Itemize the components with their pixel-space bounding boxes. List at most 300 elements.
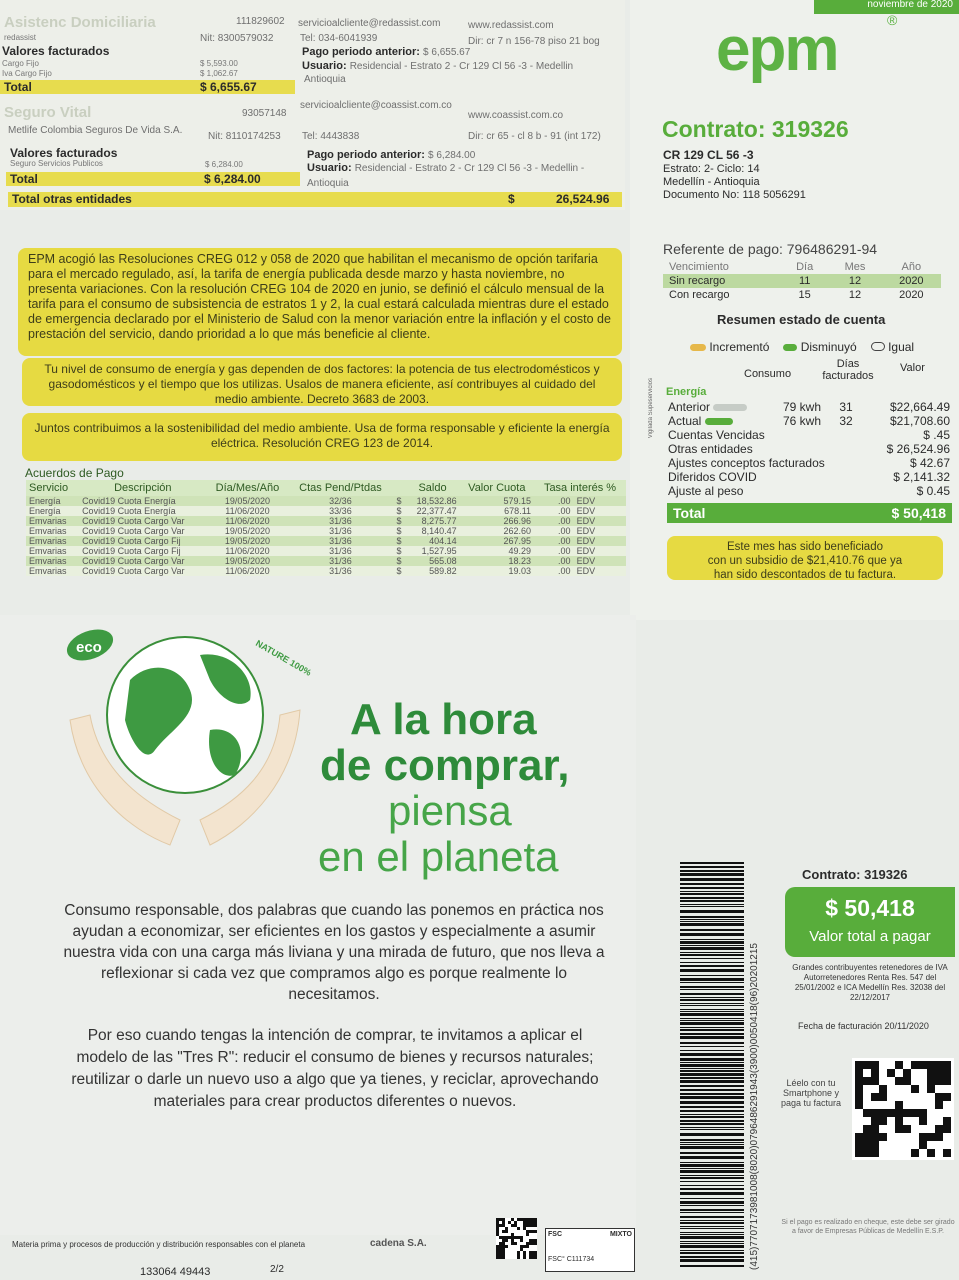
qr-module	[943, 1093, 951, 1101]
registered-mark: ®	[887, 12, 898, 28]
qr-module	[935, 1061, 943, 1069]
qr-module	[927, 1077, 935, 1085]
barcode-bar	[680, 900, 744, 902]
qr-module	[911, 1149, 919, 1157]
qr-module	[919, 1149, 927, 1157]
acuerdo-cell: 31/36	[288, 526, 392, 536]
qr-module	[879, 1117, 887, 1125]
acuerdo-row	[26, 566, 626, 576]
entity2-billed-title: Valores facturados	[10, 146, 118, 160]
barcode-bar	[680, 952, 744, 953]
qr-module	[871, 1085, 879, 1093]
qr-module	[887, 1077, 895, 1085]
barcode-bar	[680, 1245, 744, 1248]
acuerdo-cell: .00	[534, 536, 574, 546]
headline-1: A la hora	[350, 695, 537, 744]
billing-date: Fecha de facturación 20/11/2020	[798, 1021, 929, 1031]
qr-module	[935, 1125, 943, 1133]
acuerdo-cell: Emvarias	[26, 516, 79, 526]
contract-estrato: Estrato: 2- Ciclo: 14	[663, 163, 760, 175]
acuerdo-cell: Emvarias	[26, 546, 79, 556]
qr-module	[871, 1069, 879, 1077]
acuerdo-cell: 33/36	[288, 506, 392, 516]
acuerdo-cell: .00	[534, 556, 574, 566]
qr-module	[935, 1077, 943, 1085]
qr-module	[919, 1133, 927, 1141]
qr-module	[911, 1141, 919, 1149]
globe-hands-illustration	[60, 620, 320, 860]
barcode-bar	[680, 1168, 744, 1169]
barcode-bar	[680, 1226, 744, 1227]
qr-module	[903, 1085, 911, 1093]
juntos-message: Juntos contribuimos a la sostenibilidad del medio ambiente. Usa de forma responsable y eficiente la energía eléctrica. Resolución CREG 123 de 2014.	[22, 413, 622, 461]
increase-icon	[690, 344, 706, 351]
qr-module	[855, 1061, 863, 1069]
barcode-bar	[680, 958, 744, 959]
barcode-bar	[680, 978, 744, 981]
epm-logo: epm	[716, 15, 838, 84]
barcode-bar	[680, 1139, 744, 1141]
barcode-bar	[680, 999, 744, 1001]
qr-module	[903, 1061, 911, 1069]
barcode-bar	[680, 1177, 744, 1179]
barcode-bar	[680, 1050, 744, 1051]
barcode-bar	[680, 1089, 744, 1091]
qr-module	[855, 1117, 863, 1125]
qr-module	[943, 1141, 951, 1149]
entity1-user: Usuario: Residencial - Estrato 2 - Cr 129 Cl 56 -3 - Medellin	[302, 60, 574, 72]
barcode-bar	[680, 975, 744, 976]
qr-module	[911, 1069, 919, 1077]
barcode-bar	[680, 891, 744, 892]
qr-module	[879, 1077, 887, 1085]
entity2-web: www.coassist.com.co	[468, 110, 564, 121]
qr-module	[943, 1133, 951, 1141]
barcode-bar	[680, 1093, 744, 1095]
entity1-line-2-value: $ 1,062.67	[200, 69, 238, 78]
entity2-city: Antioquia	[307, 178, 349, 189]
entity2-nit: Nit: 8110174253	[208, 131, 281, 142]
payment-qr-code[interactable]	[852, 1058, 954, 1160]
acuerdo-cell: .00	[534, 546, 574, 556]
qr-module	[863, 1125, 871, 1133]
barcode-bar	[680, 1243, 744, 1244]
barcode-bar	[680, 1058, 744, 1061]
qr-module	[871, 1077, 879, 1085]
qr-module	[935, 1133, 943, 1141]
resumen-row: Actual 76 kwh 32 $21,708.60	[668, 414, 950, 428]
qr-module	[927, 1133, 935, 1141]
qr-module	[943, 1117, 951, 1125]
retention-info: Grandes contribuyentes retenedores de IVA Autorretenedores Renta Res. 547 del 25/01/2002 e ICA Medellín Res. 32038 del 22/12/2017	[792, 963, 948, 1002]
acuerdo-cell: 1,527.95	[405, 546, 459, 556]
entity1-web: www.redassist.com	[468, 20, 554, 31]
barcode-bar	[680, 1181, 744, 1182]
acuerdo-cell: EDV	[574, 566, 626, 576]
acuerdo-row	[26, 526, 626, 536]
acuerdo-row	[26, 496, 626, 506]
qr-module	[879, 1149, 887, 1157]
barcode-bar	[680, 1068, 744, 1069]
qr-module	[911, 1133, 919, 1141]
qr-module	[871, 1141, 879, 1149]
acuerdo-cell: $	[393, 516, 406, 526]
acuerdo-cell: 31/36	[288, 536, 392, 546]
barcode-bar	[680, 1144, 744, 1145]
qr-module	[855, 1141, 863, 1149]
acuerdo-cell: 19/05/2020	[207, 526, 289, 536]
entity2-code: 93057148	[242, 108, 287, 119]
qr-module	[871, 1093, 879, 1101]
acuerdo-cell: .00	[534, 566, 574, 576]
subsidy-box: Este mes has sido beneficiado con un subsidio de $21,410.76 que ya han sido descontados de tu factura.	[667, 536, 943, 580]
acuerdo-cell: $	[393, 496, 406, 506]
qr-module	[911, 1093, 919, 1101]
qr-module	[855, 1125, 863, 1133]
contract-title: Contrato: 319326	[662, 116, 849, 142]
qr-module	[895, 1061, 903, 1069]
qr-module	[855, 1101, 863, 1109]
barcode-bar	[680, 1185, 744, 1186]
qr-module	[855, 1149, 863, 1157]
entity2-line-value: $ 6,284.00	[205, 160, 243, 169]
qr-module	[863, 1061, 871, 1069]
qr-label: Léelo con tu Smartphone y paga tu factura	[780, 1078, 842, 1108]
entity2-total-bar: Total $ 6,284.00	[6, 172, 300, 186]
qr-module	[879, 1133, 887, 1141]
resumen-total: Total $ 50,418	[667, 503, 952, 523]
barcode-bar	[680, 1027, 744, 1028]
entity2-email: servicioalcliente@coassist.com.co	[300, 100, 452, 111]
barcode-bar	[680, 1142, 744, 1143]
barcode-bar	[680, 989, 744, 990]
decrease-icon	[783, 344, 797, 351]
qr-module	[895, 1069, 903, 1077]
entity2-name: Seguro Vital	[4, 104, 92, 121]
acuerdo-cell: EDV	[574, 546, 626, 556]
entity1-company: redassist	[4, 33, 37, 42]
footer-note: Materia prima y procesos de producción y distribución responsables con el planeta	[12, 1240, 306, 1249]
barcode-bar	[680, 1198, 744, 1199]
eco-badge: eco	[76, 639, 102, 656]
acuerdo-cell: 678.11	[460, 506, 534, 516]
acuerdo-cell: Covid19 Cuota Energía	[79, 496, 206, 506]
barcode-bar	[680, 933, 744, 936]
entity2-tel: Tel: 4443838	[302, 131, 360, 142]
qr-module	[943, 1069, 951, 1077]
barcode-bar	[680, 1101, 744, 1104]
barcode-bar	[680, 1192, 744, 1195]
entity2-prev-payment: Pago periodo anterior: $ 6,284.00	[307, 149, 476, 161]
small-qr-code	[496, 1218, 532, 1254]
equal-icon	[871, 342, 885, 351]
barcode-bar	[680, 1077, 744, 1079]
entity1-line-2: Iva Cargo Fijo	[2, 69, 52, 78]
qr-module	[903, 1141, 911, 1149]
qr-module	[887, 1149, 895, 1157]
right-panel	[630, 0, 959, 620]
qr-module	[887, 1085, 895, 1093]
acuerdo-row	[26, 546, 626, 556]
entity1-address: Dir: cr 7 n 156-78 piso 21 bog	[468, 36, 600, 47]
resumen-row: Cuentas Vencidas $ .45	[668, 428, 950, 442]
qr-module	[855, 1109, 863, 1117]
resumen-title: Resumen estado de cuenta	[717, 312, 886, 327]
qr-module	[879, 1069, 887, 1077]
qr-module	[863, 1109, 871, 1117]
qr-module	[911, 1109, 919, 1117]
qr-module	[863, 1117, 871, 1125]
qr-module	[903, 1109, 911, 1117]
qr-module	[919, 1085, 927, 1093]
acuerdo-cell: 19/05/2020	[207, 536, 289, 546]
barcode-bar	[680, 939, 744, 940]
entity1-tel: Tel: 034-6041939	[300, 33, 378, 44]
qr-module	[863, 1085, 871, 1093]
acuerdo-cell: EDV	[574, 536, 626, 546]
entity1-nit: Nit: 8300579032	[200, 33, 274, 44]
qr-module	[879, 1093, 887, 1101]
acuerdo-cell: 32/36	[288, 496, 392, 506]
acuerdo-cell: Emvarias	[26, 556, 79, 566]
nature-badge: NATURE 100%	[254, 638, 314, 678]
footer-numbers: 133064 49443	[140, 1266, 211, 1278]
qr-module	[927, 1101, 935, 1109]
qr-module	[927, 1069, 935, 1077]
referente-title: Referente de pago: 796486291-94	[663, 241, 878, 257]
qr-module	[895, 1117, 903, 1125]
acuerdo-cell: 266.96	[460, 516, 534, 526]
barcode-bar	[680, 1018, 744, 1019]
barcode-bar	[680, 954, 744, 956]
barcode-text: (415)7707173981008(8020)0796486291943(3900)0050418(96)20201215	[749, 943, 760, 1270]
acuerdo-cell: 8,275.77	[405, 516, 459, 526]
barcode	[680, 862, 744, 1270]
qr-module	[903, 1133, 911, 1141]
qr-module	[919, 1141, 927, 1149]
qr-module	[871, 1101, 879, 1109]
qr-module	[887, 1069, 895, 1077]
qr-module	[943, 1077, 951, 1085]
acuerdo-cell: Covid19 Cuota Cargo Fij	[79, 546, 206, 556]
barcode-bar	[680, 1033, 744, 1035]
qr-module	[895, 1109, 903, 1117]
qr-module	[903, 1125, 911, 1133]
qr-module	[927, 1149, 935, 1157]
qr-module	[887, 1133, 895, 1141]
barcode-bar	[680, 1252, 744, 1254]
qr-module	[895, 1141, 903, 1149]
qr-module	[903, 1069, 911, 1077]
barcode-bar	[680, 1013, 744, 1016]
barcode-bar	[680, 1222, 744, 1224]
qr-module	[943, 1085, 951, 1093]
barcode-bar	[680, 1146, 744, 1149]
barcode-bar	[680, 878, 744, 881]
page-number: 2/2	[270, 1264, 284, 1275]
acuerdo-cell: 31/36	[288, 546, 392, 556]
acuerdo-cell: 19/05/2020	[207, 556, 289, 566]
payment-total-box: $ 50,418 Valor total a pagar	[785, 887, 955, 957]
acuerdo-cell: 18,532.86	[405, 496, 459, 506]
barcode-bar	[680, 1129, 744, 1130]
acuerdo-cell: EDV	[574, 516, 626, 526]
qr-module	[903, 1149, 911, 1157]
barcode-bar	[680, 947, 744, 950]
qr-module	[855, 1085, 863, 1093]
entity1-name: Asistenc Domiciliaria	[4, 14, 156, 31]
barcode-bar	[680, 883, 744, 885]
barcode-bar	[680, 1123, 744, 1125]
qr-module	[887, 1101, 895, 1109]
entity1-total-bar: Total $ 6,655.67	[0, 80, 295, 94]
qr-module	[871, 1061, 879, 1069]
barcode-bar	[680, 1156, 744, 1159]
qr-module	[887, 1141, 895, 1149]
barcode-bar	[680, 1127, 744, 1128]
entity2-line: Seguro Servicios Publicos	[10, 159, 103, 168]
qr-module	[887, 1117, 895, 1125]
barcode-bar	[680, 1234, 744, 1235]
barcode-bar	[680, 1232, 744, 1233]
cadena-logo: cadena S.A.	[370, 1238, 427, 1249]
acuerdo-cell: 31/36	[288, 566, 392, 576]
barcode-bar	[680, 1064, 744, 1067]
qr-module	[863, 1077, 871, 1085]
qr-module	[879, 1109, 887, 1117]
acuerdo-cell: 579.15	[460, 496, 534, 506]
qr-module	[855, 1069, 863, 1077]
acuerdo-cell: $	[393, 566, 406, 576]
qr-module	[935, 1085, 943, 1093]
acuerdo-cell: 404.14	[405, 536, 459, 546]
acuerdo-cell: 31/36	[288, 556, 392, 566]
barcode-bar	[680, 1120, 744, 1122]
payment-contract: Contrato: 319326	[802, 867, 908, 882]
headline-2: de comprar,	[320, 741, 570, 790]
acuerdo-cell: Emvarias	[26, 566, 79, 576]
qr-module	[919, 1077, 927, 1085]
qr-module	[927, 1085, 935, 1093]
barcode-bar	[680, 1042, 744, 1044]
barcode-bar	[680, 1096, 744, 1099]
acuerdo-cell: 262.60	[460, 526, 534, 536]
energia-label: Energía	[666, 386, 707, 398]
barcode-bar	[680, 904, 744, 905]
qr-module	[919, 1117, 927, 1125]
resumen-row: Otras entidades $ 26,524.96	[668, 442, 950, 456]
resumen-row: Ajuste al peso $ 0.45	[668, 484, 950, 498]
qr-module	[895, 1149, 903, 1157]
barcode-bar	[680, 1116, 744, 1118]
barcode-bar	[680, 1162, 744, 1163]
qr-module	[943, 1101, 951, 1109]
acuerdo-cell: EDV	[574, 506, 626, 516]
qr-module	[887, 1061, 895, 1069]
barcode-bar	[680, 997, 744, 998]
barcode-bar	[680, 1152, 744, 1154]
barcode-bar	[680, 1265, 744, 1267]
acuerdo-cell: Covid19 Cuota Cargo Var	[79, 526, 206, 536]
qr-module	[935, 1149, 943, 1157]
acuerdo-cell: 11/06/2020	[207, 546, 289, 556]
qr-module	[855, 1093, 863, 1101]
barcode-bar	[680, 1053, 744, 1056]
qr-module	[895, 1125, 903, 1133]
barcode-bar	[680, 1114, 744, 1115]
barcode-bar	[680, 923, 744, 926]
resumen-row: Diferidos COVID $ 2,141.32	[668, 470, 950, 484]
barcode-bar	[680, 1250, 744, 1251]
acuerdo-cell: Emvarias	[26, 526, 79, 536]
acuerdo-cell: Emvarias	[26, 536, 79, 546]
qr-module	[943, 1125, 951, 1133]
qr-module	[529, 1251, 537, 1259]
contract-city: Medellín - Antioquia	[663, 176, 760, 188]
qr-module	[935, 1117, 943, 1125]
barcode-bar	[680, 1080, 744, 1083]
qr-module	[911, 1061, 919, 1069]
acuerdo-cell: .00	[534, 516, 574, 526]
barcode-bar	[680, 1106, 744, 1108]
neutral-bar-icon	[713, 404, 747, 411]
qr-module	[919, 1125, 927, 1133]
barcode-bar	[680, 910, 744, 913]
col-valor: Valor	[900, 362, 925, 374]
barcode-bar	[680, 1164, 744, 1167]
qr-module	[943, 1149, 951, 1157]
qr-module	[879, 1141, 887, 1149]
consumo-message: Tu nivel de consumo de energía y gas dependen de dos factores: la potencia de tus electrodomésticos y gasodomésticos y el tiempo que los utilizas. Usalos de manera eficiente, así contribuyes al cuidado del medio ambiente. Decreto 3683 de 2003.	[22, 358, 622, 406]
qr-module	[895, 1077, 903, 1085]
acuerdo-cell: 22,377.47	[405, 506, 459, 516]
barcode-bar	[680, 1022, 744, 1025]
barcode-bar	[680, 893, 744, 895]
qr-module	[895, 1085, 903, 1093]
qr-module	[911, 1077, 919, 1085]
qr-module	[911, 1101, 919, 1109]
barcode-bar	[680, 982, 744, 983]
barcode-bar	[680, 1062, 744, 1063]
qr-module	[911, 1085, 919, 1093]
barcode-bar	[680, 1036, 744, 1039]
period-strip: noviembre de 2020	[814, 0, 959, 14]
acuerdo-cell: 19/05/2020	[207, 496, 289, 506]
qr-module	[895, 1093, 903, 1101]
barcode-bar	[680, 1003, 744, 1004]
qr-module	[943, 1061, 951, 1069]
barcode-bar	[680, 906, 744, 907]
qr-module	[863, 1101, 871, 1109]
acuerdo-cell: 11/06/2020	[207, 516, 289, 526]
qr-module	[943, 1109, 951, 1117]
qr-module	[911, 1125, 919, 1133]
qr-module	[919, 1101, 927, 1109]
qr-module	[903, 1077, 911, 1085]
decrease-bar-icon	[705, 418, 733, 425]
qr-module	[863, 1141, 871, 1149]
barcode-bar	[680, 1046, 744, 1047]
other-entities-panel	[0, 0, 625, 210]
qr-module	[927, 1141, 935, 1149]
acuerdo-cell: Covid19 Cuota Cargo Fij	[79, 536, 206, 546]
barcode-bar	[680, 1009, 744, 1010]
cheque-note: Si el pago es realizado en cheque, este debe ser girado a favor de Empresas Públicas de Medellín E.S.P.	[781, 1219, 955, 1235]
acuerdo-cell: 589.82	[405, 566, 459, 576]
entity2-address: Dir: cr 65 - cl 8 b - 91 (int 172)	[468, 131, 601, 142]
resumen-table	[664, 400, 954, 498]
headline-4: en el planeta	[318, 833, 559, 880]
